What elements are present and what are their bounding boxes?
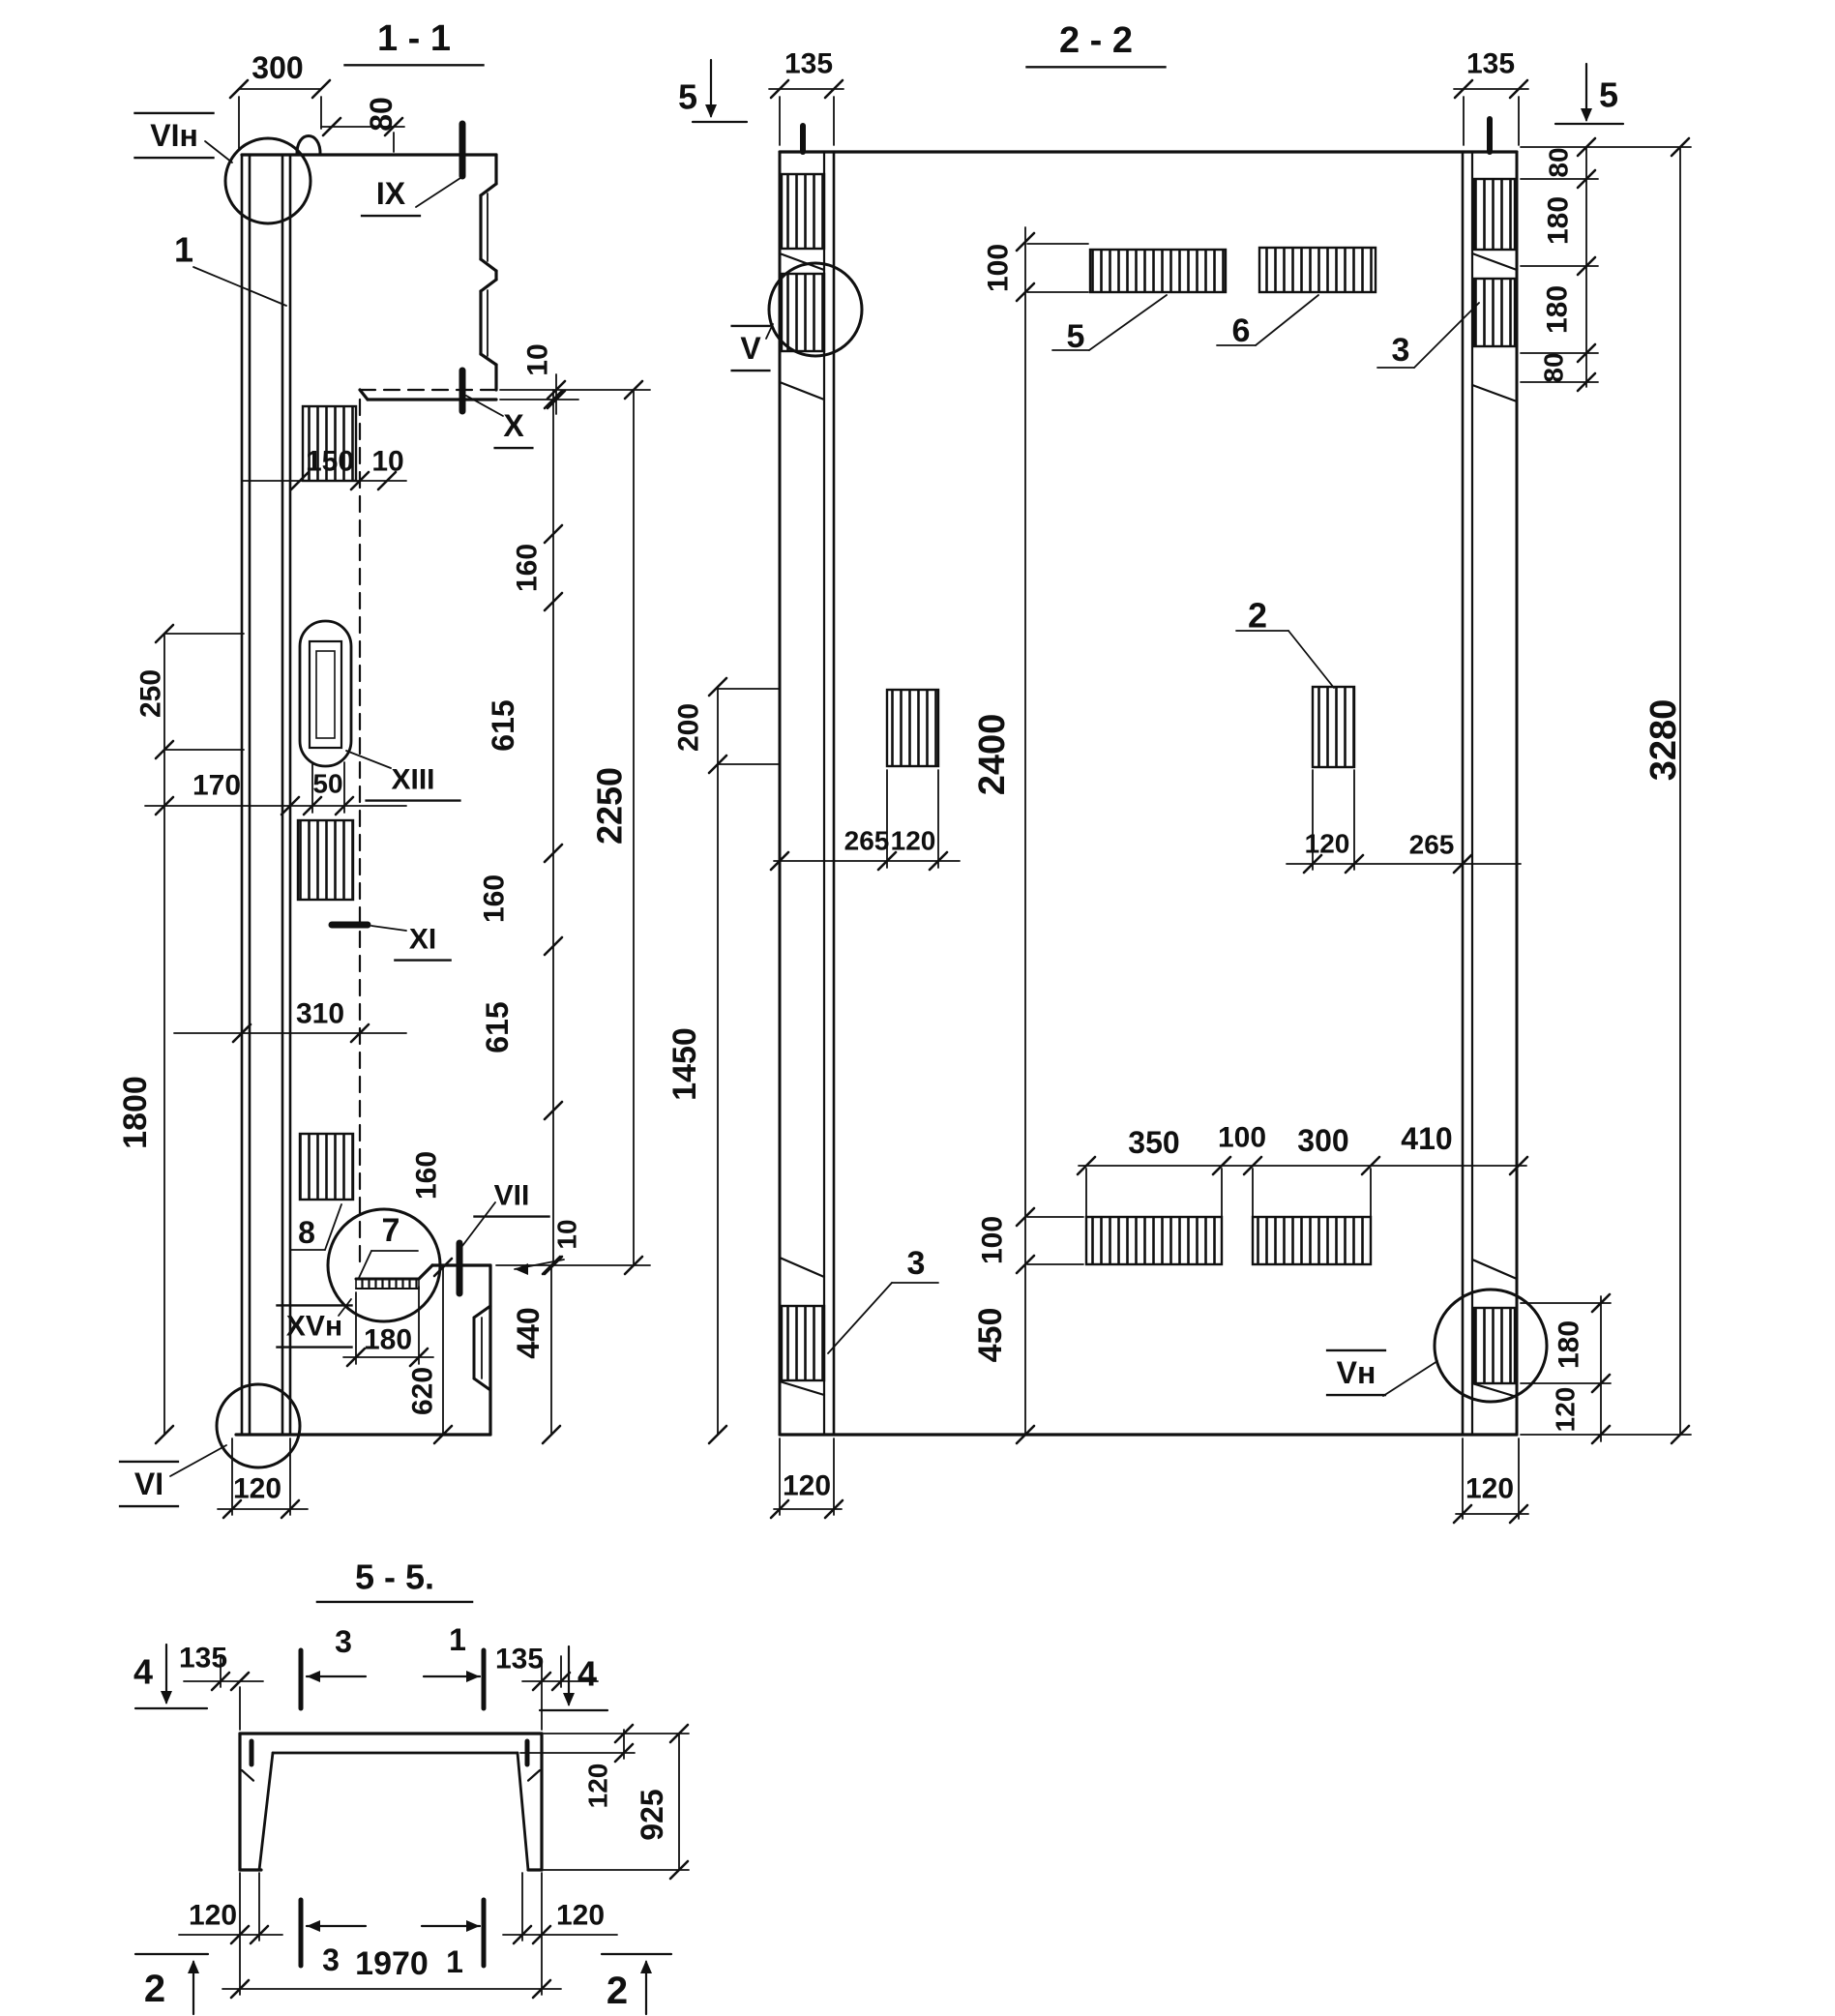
dimension-label: 160	[410, 1150, 443, 1201]
dimension-label: VI	[133, 1467, 164, 1501]
dimension-label: 150	[305, 445, 355, 478]
hatch-block	[298, 820, 353, 900]
dimension-label: 2	[143, 1968, 166, 2010]
dimension-label: 200	[672, 702, 705, 753]
hatch-block	[1474, 179, 1515, 250]
dimension-label: 2 - 2	[1058, 20, 1134, 61]
dimension-label: 615	[486, 699, 520, 752]
dimension-label: 120	[188, 1899, 238, 1932]
dimension-label: 7	[381, 1212, 400, 1249]
dimension-label: 120	[1304, 828, 1350, 859]
dimension-label: 350	[1128, 1125, 1180, 1160]
dimension-label: 3	[1391, 332, 1410, 369]
dimension-label: 50	[312, 768, 343, 799]
dimension-label: VIн	[150, 118, 198, 153]
dimension-label: 135	[178, 1642, 228, 1675]
hatch-block	[782, 274, 824, 351]
dimension-label: 1970	[355, 1945, 429, 1982]
dimension-label: 120	[890, 825, 936, 856]
hatch-block	[782, 174, 824, 249]
dimension-label: X	[503, 408, 524, 443]
dimension-label: 3	[906, 1245, 926, 1282]
dimension-label: 120	[1550, 1386, 1581, 1433]
dimension-label: 135	[494, 1643, 545, 1675]
dimension-label: 80	[1538, 352, 1569, 383]
dimension-label: 100	[976, 1215, 1009, 1265]
dimension-label: 1	[173, 229, 194, 270]
dimension-label: 180	[1541, 284, 1574, 335]
hatch-block	[1313, 687, 1354, 767]
dimension-label: 2400	[972, 713, 1013, 796]
dimension-label: 615	[480, 1001, 515, 1053]
hatch-block	[1253, 1217, 1371, 1264]
dimension-label: 410	[1401, 1121, 1453, 1156]
seat-hatch	[356, 1279, 419, 1289]
dimension-label: 300	[1297, 1123, 1349, 1158]
dimension-label: 2	[1247, 595, 1268, 636]
hatch-block	[1086, 1217, 1222, 1264]
dimension-label: 1800	[117, 1076, 154, 1149]
dimension-label: 2	[606, 1970, 629, 2012]
dimension-label: XI	[408, 923, 437, 956]
dimension-label: 6	[1231, 312, 1251, 349]
dimension-label: 3	[322, 1942, 340, 1977]
dimension-label: XIII	[391, 763, 435, 796]
dimension-label: 180	[1553, 1319, 1585, 1370]
dimension-label: 120	[232, 1472, 282, 1505]
dimension-label: 4	[577, 1653, 598, 1694]
dimension-label: IX	[375, 176, 406, 211]
dimension-label: 265	[1408, 829, 1455, 860]
dimension-label: 8	[298, 1215, 315, 1250]
hatch-block	[1474, 279, 1515, 346]
hatch-block	[782, 1306, 824, 1380]
dimension-label: V	[740, 331, 761, 366]
dimension-label: 3	[335, 1624, 352, 1659]
hatch-block	[1474, 1308, 1515, 1383]
dimension-label: 5	[677, 76, 698, 117]
dimension-label: 5	[1066, 318, 1085, 355]
dimension-label: 180	[363, 1323, 413, 1356]
dimension-label: 120	[555, 1899, 606, 1932]
dimension-label: 10	[521, 343, 554, 376]
hatch-block	[1259, 248, 1376, 292]
dimension-label: 925	[635, 1789, 669, 1841]
dimension-label: 170	[192, 769, 242, 802]
dimension-label: 440	[511, 1307, 546, 1359]
dimension-label: 180	[1542, 195, 1575, 246]
dimension-label: 2250	[589, 766, 630, 845]
dimension-label: 120	[782, 1469, 832, 1502]
dimension-label: 265	[844, 825, 890, 856]
dimension-label: 1	[449, 1622, 466, 1657]
dimension-label: 300	[252, 50, 304, 85]
dimension-label: 120	[582, 1763, 613, 1809]
dimension-label: 80	[1543, 147, 1574, 178]
dimension-label: 1 - 1	[376, 18, 452, 59]
dimension-label: 135	[1465, 47, 1516, 80]
dimension-label: 5 - 5.	[354, 1556, 435, 1597]
hatch-block	[887, 690, 938, 766]
dimension-label: 10	[551, 1219, 582, 1250]
dimension-label: 10	[371, 445, 404, 478]
dimension-label: 160	[511, 543, 544, 593]
dimension-label: VII	[493, 1179, 530, 1212]
dimension-label: 120	[1465, 1472, 1515, 1505]
dimension-label: Vн	[1336, 1355, 1376, 1390]
dimension-label: XVн	[285, 1310, 343, 1343]
dimension-label: 250	[134, 668, 167, 719]
dimension-label: 620	[406, 1366, 439, 1416]
dimension-label: 310	[295, 997, 345, 1030]
dimension-label: 100	[982, 243, 1015, 293]
dimension-label: 1	[446, 1944, 463, 1979]
dimension-label: 3280	[1643, 698, 1684, 782]
dimension-label: 160	[478, 874, 511, 924]
dimension-label: 135	[784, 47, 834, 80]
hatch-block	[1090, 250, 1226, 292]
dimension-label: 4	[133, 1651, 154, 1692]
dimension-label: 100	[1217, 1121, 1267, 1154]
dimension-label: 80	[364, 97, 399, 132]
hatch-block	[300, 1134, 353, 1200]
dimension-label: 1450	[666, 1027, 703, 1101]
dimension-label: 450	[972, 1307, 1009, 1363]
dimension-label: 5	[1598, 74, 1619, 115]
